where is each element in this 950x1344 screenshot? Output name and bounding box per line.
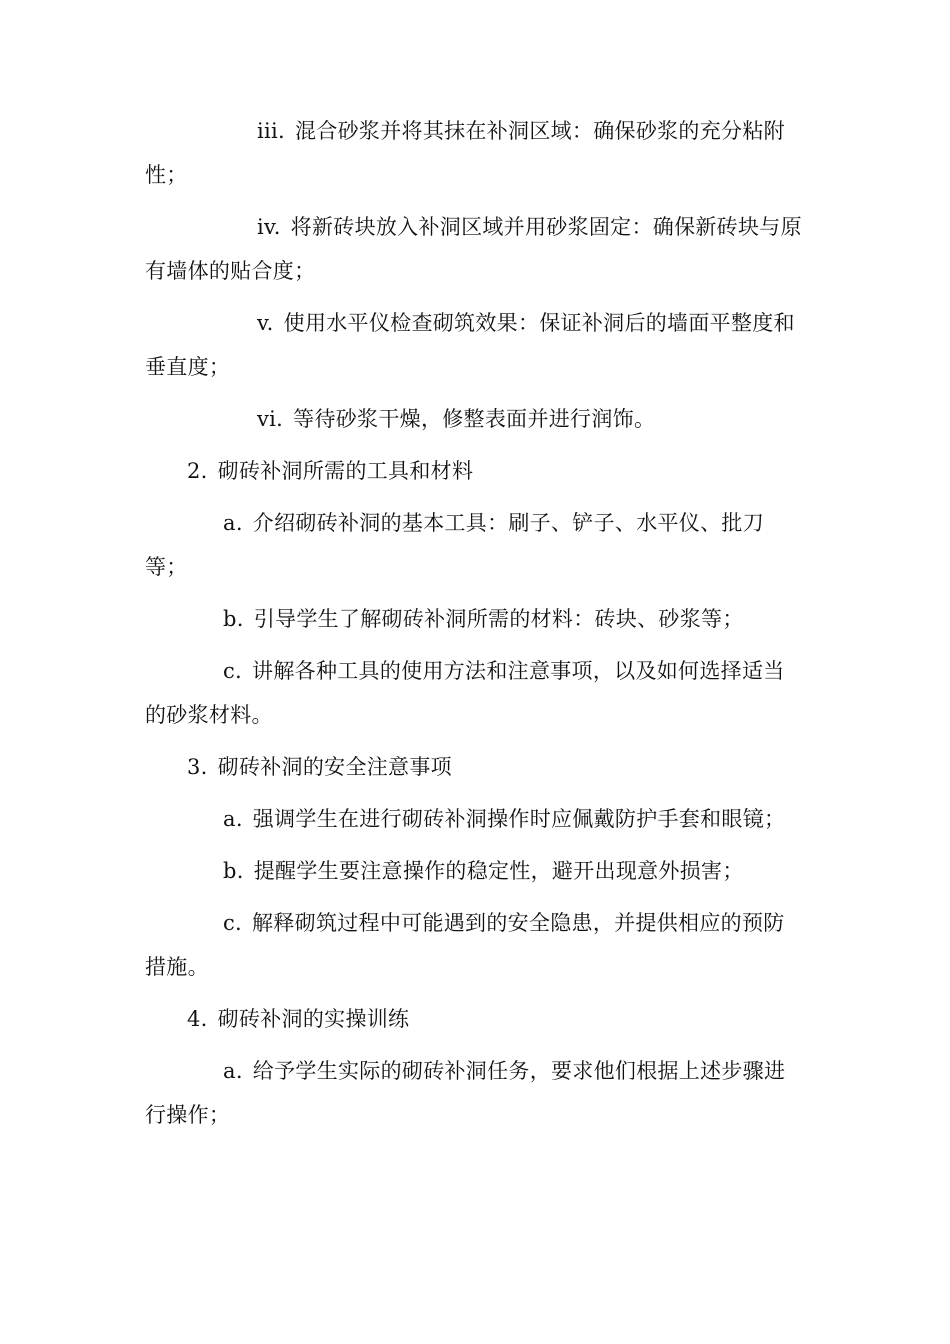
section-heading-tools (145, 449, 805, 493)
list-marker: c. (223, 659, 243, 683)
paragraph-step-iv (145, 205, 805, 293)
paragraph-step-v (145, 301, 805, 389)
section-heading-training (145, 997, 805, 1041)
paragraph-text: 讲解各种工具的使用方法和注意事项，以及如何选择适当的砂浆材料。 (145, 659, 785, 727)
paragraph-text: 使用水平仪检查砌筑效果：保证补洞后的墙面平整度和垂直度； (145, 311, 795, 379)
paragraph-text: 解释砌筑过程中可能遇到的安全隐患，并提供相应的预防措施。 (145, 911, 785, 979)
section-heading-text: 砌砖补洞所需的工具和材料 (217, 459, 474, 483)
section-heading-safety (145, 745, 805, 789)
list-marker: 4. (187, 1007, 208, 1031)
paragraph-safety-c (145, 901, 805, 989)
paragraph-text: 混合砂浆并将其抹在补洞区域：确保砂浆的充分粘附性； (145, 119, 785, 187)
paragraph-safety-b (145, 849, 805, 893)
paragraph-step-vi (145, 397, 805, 441)
paragraph-text: 介绍砌砖补洞的基本工具：刷子、铲子、水平仪、批刀等； (145, 511, 764, 579)
list-marker: 2. (187, 459, 208, 483)
paragraph-text: 强调学生在进行砌砖补洞操作时应佩戴防护手套和眼镜； (252, 807, 786, 831)
paragraph-training-a (145, 1049, 805, 1137)
paragraph-text: 将新砖块放入补洞区域并用砂浆固定：确保新砖块与原有墙体的贴合度； (145, 215, 802, 283)
paragraph-step-iii (145, 109, 805, 197)
list-marker: iv. (257, 215, 281, 239)
paragraph-text: 引导学生了解砌砖补洞所需的材料：砖块、砂浆等； (253, 607, 744, 631)
list-marker: vi. (257, 407, 284, 431)
list-marker: a. (223, 807, 243, 831)
list-marker: v. (257, 311, 274, 335)
list-marker: b. (223, 607, 244, 631)
paragraph-tools-b (145, 597, 805, 641)
list-marker: 3. (187, 755, 208, 779)
section-heading-text: 砌砖补洞的安全注意事项 (217, 755, 452, 779)
paragraph-text: 等待砂浆干燥，修整表面并进行润饰。 (293, 407, 656, 431)
paragraph-tools-a (145, 501, 805, 589)
paragraph-text: 提醒学生要注意操作的稳定性，避开出现意外损害； (253, 859, 744, 883)
list-marker: iii. (257, 119, 286, 143)
document-body (145, 109, 805, 1145)
paragraph-text: 给予学生实际的砌砖补洞任务，要求他们根据上述步骤进行操作； (145, 1059, 786, 1127)
paragraph-safety-a (145, 797, 805, 841)
list-marker: a. (223, 1059, 243, 1083)
list-marker: c. (223, 911, 243, 935)
list-marker: a. (223, 511, 243, 535)
section-heading-text: 砌砖补洞的实操训练 (217, 1007, 410, 1031)
list-marker: b. (223, 859, 244, 883)
paragraph-tools-c (145, 649, 805, 737)
